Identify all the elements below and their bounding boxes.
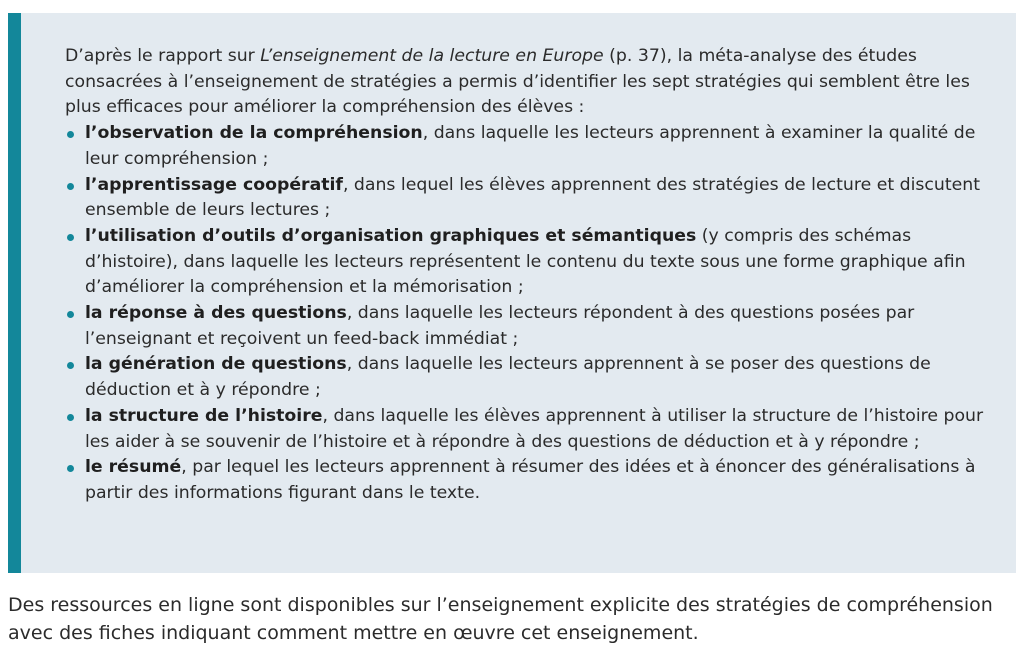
report-title: L’enseignement de la lecture en Europe [260,46,604,66]
strategy-term: la génération de questions [85,354,347,375]
callout-content [65,44,995,507]
bullet-icon [67,131,74,138]
bullet-icon [67,414,74,421]
strategies-list [65,121,995,507]
bullet-icon [67,311,74,318]
strategy-term: la réponse à des questions [85,303,347,324]
list-item [65,301,995,352]
bullet-icon [67,234,74,241]
strategy-term: l’apprentissage coopératif [85,174,343,195]
list-item [65,455,995,506]
list-item [65,173,995,224]
accent-bar [8,13,21,573]
strategy-text: , dans laquelle les lecteurs apprennent à examiner la qualité de leur compréhension ; [85,123,976,169]
bullet-icon [67,362,74,369]
list-item [65,404,995,455]
bullet-icon [67,465,74,472]
list-item [65,352,995,403]
strategy-term: l’observation de la compréhension [85,123,423,144]
strategies-callout-box [8,13,1016,573]
list-item [65,224,995,301]
intro-text-after: (p. 37), la méta-analyse des études consacrées à l’enseignement de stratégies a permis d’identifier les sept stratégies qui semblent être les plus efficaces pour améliorer la compréhension des élèves : [65,46,970,118]
intro-text-before: D’après le rapport sur [65,46,261,66]
strategy-text: , dans lequel les élèves apprennent des stratégies de lecture et discutent ensemble de leurs lectures ; [85,174,980,221]
bullet-icon [67,183,74,190]
strategy-text: , dans laquelle les lecteurs apprennent à se poser des questions de déduction et à y répondre ; [85,354,931,401]
strategy-term: la structure de l’histoire [85,405,323,426]
footer-paragraph: Des ressources en ligne sont disponibles sur l’enseignement explicite des stratégies de compréhension avec des fiches indiquant comment mettre en œuvre cet enseignement. [8,594,993,644]
strategy-text: (y compris des schémas d’histoire), dans laquelle les lecteurs représentent le contenu du texte sous une forme graphique afin d’améliorer la compréhension et la mémorisation ; [85,225,966,298]
strategy-text: , par lequel les lecteurs apprennent à résumer des idées et à énoncer des généralisations à partir des informations figurant dans le texte. [85,457,976,503]
intro-paragraph [65,44,995,121]
list-item [65,121,995,172]
strategy-term: le résumé [85,457,182,478]
strategy-text: , dans laquelle les lecteurs répondent à des questions posées par l’enseignant et reçoivent un feed-back immédiat ; [85,303,915,349]
strategy-text: , dans laquelle les élèves apprennent à utiliser la structure de l’histoire pour les aider à se souvenir de l’histoire et à répondre à des questions de déduction et à y répondre ; [85,405,984,452]
strategy-term: l’utilisation d’outils d’organisation graphiques et sémantiques [85,225,697,246]
